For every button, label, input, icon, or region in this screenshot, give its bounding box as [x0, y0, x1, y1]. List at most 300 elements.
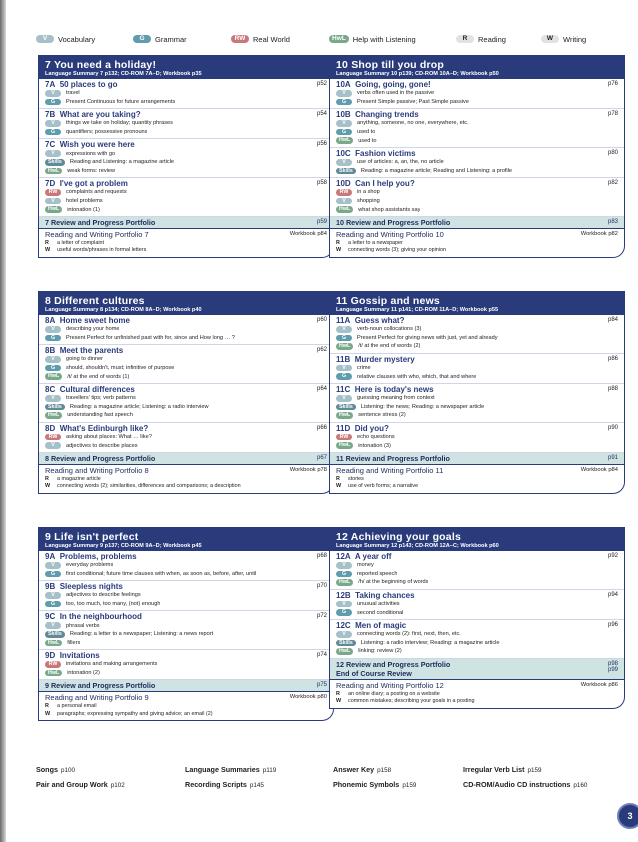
item-text: fillers — [67, 639, 81, 646]
unit-summary: Language Summary 11 p141; CD-ROM 11A–D; Workbook p55 — [336, 307, 499, 313]
footer-label: Language Summaries — [185, 765, 260, 774]
rw-title: Reading and Writing Portfolio 7 — [45, 229, 149, 239]
lesson-page: p52 — [316, 81, 327, 87]
lesson-item — [45, 188, 327, 197]
review-label: 10 Review and Progress Portfolio — [336, 217, 451, 227]
skill-badge: Skills — [45, 404, 65, 411]
legend-label: Reading — [478, 34, 506, 44]
unit-box — [38, 55, 334, 258]
item-text: adjectives to describe places — [66, 442, 138, 449]
lesson-9b — [39, 581, 333, 611]
item-text: intonation (1) — [67, 206, 100, 213]
lesson-title: Changing trends — [355, 110, 419, 120]
rw-letter: W — [336, 247, 342, 254]
item-text: anything, someone, no one, everywhere, etc. — [357, 120, 469, 127]
footer-page: p160 — [573, 782, 588, 789]
item-text: first conditional; future time clauses with when, as soon as, before, after, until — [66, 570, 257, 577]
rw-letter: R — [45, 703, 49, 710]
lesson-item — [45, 98, 327, 107]
item-text: verb-noun collocations (3) — [357, 326, 422, 333]
skill-badge: HwL — [336, 137, 353, 144]
footer-page: p119 — [262, 767, 277, 774]
item-text: asking about places: What … like? — [66, 434, 152, 441]
skill-badge: G — [336, 373, 352, 380]
rw-title: Reading and Writing Portfolio 8 — [45, 465, 149, 475]
lesson-item — [336, 570, 618, 579]
review-label: 8 Review and Progress Portfolio — [45, 453, 156, 463]
lesson-page: p84 — [607, 317, 618, 323]
lesson-item — [45, 411, 327, 420]
footer-link — [185, 765, 276, 774]
item-text: hotel problems — [66, 198, 103, 205]
lesson-7b — [39, 109, 333, 139]
unit-title: 12 Achieving your goals — [336, 531, 461, 543]
footer-label: Recording Scripts — [185, 780, 247, 789]
lesson-page: p96 — [607, 621, 618, 628]
lesson-title: Sleepless nights — [59, 582, 123, 592]
rw-letter: W — [45, 483, 51, 490]
unit-header — [330, 528, 624, 551]
skill-badge: V — [336, 120, 352, 127]
rw-portfolio — [39, 465, 333, 493]
skill-badge: V — [45, 90, 61, 97]
lesson-item — [336, 561, 618, 570]
legend-item-hwl — [329, 35, 416, 44]
lesson-item — [45, 167, 327, 176]
unit-title: 7 You need a holiday! — [45, 59, 157, 71]
lesson-code: 10A — [336, 80, 351, 89]
footer-label: Pair and Group Work — [36, 780, 108, 789]
skill-badge: V — [45, 198, 61, 205]
skill-badge: V — [336, 90, 352, 97]
item-text: shopping — [357, 198, 380, 205]
skill-badge: V — [336, 631, 352, 638]
lesson-code: 9A — [45, 552, 56, 561]
rw-line — [45, 702, 327, 710]
skill-badge: V — [45, 562, 61, 569]
lesson-item — [45, 630, 327, 639]
skill-badge: HwL — [45, 168, 62, 175]
footer-link — [185, 780, 264, 789]
lesson-code: 11B — [336, 354, 351, 364]
item-text: /t/ at the end of words (1) — [67, 373, 130, 380]
footer-label: Irregular Verb List — [463, 765, 525, 774]
lesson-title: Problems, problems — [59, 552, 137, 561]
legend-badge: R — [456, 35, 474, 43]
skill-badge: HwL — [336, 579, 353, 586]
skill-badge: V — [336, 326, 352, 333]
skill-badge: RW — [336, 189, 352, 196]
unit-header — [39, 292, 333, 315]
item-text: Present Continuous for future arrangements — [66, 98, 176, 105]
item-text: things we take on holiday; quantity phrases — [66, 120, 173, 127]
review-row — [330, 659, 624, 680]
footer-label: Phonemic Symbols — [333, 780, 400, 789]
rw-line — [336, 475, 618, 483]
item-text: everyday problems — [66, 562, 114, 569]
review-page: p98 — [607, 660, 618, 667]
rw-page: Workbook p84 — [580, 466, 618, 473]
review-label: 9 Review and Progress Portfolio — [45, 681, 156, 691]
item-text: Present Simple passive; Past Simple passive — [357, 98, 469, 105]
review-row — [39, 453, 333, 465]
unit-summary: Language Summary 7 p132; CD-ROM 7A–D; Workbook p35 — [45, 71, 202, 77]
lesson-page: p86 — [607, 355, 618, 362]
item-text: Reading: a magazine article; Listening: a radio interview — [69, 403, 209, 410]
footer-page: p100 — [60, 767, 75, 774]
lesson-code: 11C — [336, 384, 351, 394]
lesson-item — [45, 364, 327, 373]
review-label: 12 Review and Progress Portfolio — [336, 659, 451, 669]
item-text: linking: review (2) — [358, 648, 402, 655]
lesson-item — [45, 158, 327, 167]
lesson-code: 8C — [45, 384, 56, 394]
legend-label: Vocabulary — [58, 34, 96, 44]
lesson-title: Here is today's news — [354, 384, 434, 394]
lesson-title: 50 places to go — [59, 80, 118, 89]
lesson-page: p78 — [607, 111, 618, 118]
rw-page: Workbook p80 — [289, 694, 327, 701]
legend-badge: RW — [231, 35, 249, 43]
unit-summary: Language Summary 10 p139; CD-ROM 10A–D; Workbook p50 — [336, 71, 499, 77]
lesson-title: Did you? — [354, 423, 389, 433]
footer-page: p159 — [527, 767, 542, 774]
lesson-page: p88 — [607, 385, 618, 392]
skill-badge: HwL — [45, 640, 62, 647]
lesson-item — [45, 89, 327, 98]
skill-badge: V — [336, 395, 352, 402]
unit-header — [330, 292, 624, 315]
lesson-item — [45, 433, 327, 442]
item-text: verbs often used in the passive — [357, 90, 435, 97]
unit-box — [38, 527, 334, 721]
item-text: Present Perfect for giving news with just, yet and already — [357, 334, 498, 341]
lesson-7a — [39, 79, 333, 109]
item-text: /t/ at the end of words (2) — [358, 343, 421, 350]
review-page: p75 — [316, 682, 327, 689]
skill-badge: V — [45, 120, 61, 127]
legend-label: Grammar — [155, 34, 187, 44]
skill-badge: RW — [45, 434, 61, 441]
rw-page: Workbook p82 — [580, 230, 618, 237]
skill-badge: V — [45, 326, 61, 333]
lesson-page: p76 — [607, 81, 618, 87]
lesson-item — [336, 188, 618, 197]
review-page: p91 — [607, 454, 618, 461]
skill-badge: G — [336, 571, 352, 578]
lesson-item — [336, 608, 618, 617]
lesson-code: 10B — [336, 110, 351, 120]
rw-text: useful words/phrases in formal letters — [57, 247, 147, 254]
rw-letter: W — [45, 247, 51, 254]
lesson-12b — [330, 590, 624, 620]
lesson-7c — [39, 139, 333, 178]
lesson-title: What are you taking? — [59, 110, 141, 120]
review-row — [330, 453, 624, 465]
item-text: weak forms: review — [67, 167, 116, 174]
item-text: understanding fast speech — [67, 412, 133, 419]
skill-badge: Skills — [336, 168, 356, 175]
rw-letter: R — [336, 239, 340, 246]
skill-badge: V — [336, 601, 352, 608]
lesson-item — [45, 621, 327, 630]
rw-letter: R — [45, 239, 49, 246]
rw-text: a personal email — [57, 703, 97, 710]
skill-badge: G — [45, 335, 61, 342]
lesson-item — [45, 325, 327, 334]
item-text: intonation (2) — [67, 670, 100, 677]
item-text: invitations and making arrangements — [66, 661, 158, 668]
lesson-code: 12C — [336, 620, 351, 630]
lesson-11b — [330, 354, 624, 384]
lesson-title: Taking chances — [355, 590, 415, 600]
unit-box — [329, 55, 625, 258]
legend-badge: G — [133, 35, 151, 43]
skill-badge: G — [45, 99, 61, 106]
rw-portfolio — [330, 680, 624, 708]
skill-badge: V — [45, 442, 61, 449]
lesson-title: Cultural differences — [59, 384, 135, 394]
item-text: adjectives to describe feelings — [66, 592, 141, 599]
lesson-9a — [39, 551, 333, 581]
item-text: in a shop — [357, 189, 380, 196]
lesson-9c — [39, 611, 333, 650]
lesson-item — [336, 136, 618, 145]
footer-page: p158 — [377, 767, 392, 774]
item-text: expressions with go — [66, 150, 116, 157]
rw-text: a letter to a newspaper — [348, 239, 403, 246]
lesson-code: 9B — [45, 582, 56, 592]
lesson-title: Wish you were here — [59, 140, 135, 150]
review-page: p67 — [316, 454, 327, 461]
rw-text: connecting words (3); giving your opinion — [348, 247, 446, 254]
lesson-item — [336, 411, 618, 420]
lesson-11d — [330, 423, 624, 453]
lesson-title: In the neighbourhood — [59, 612, 142, 622]
rw-title: Reading and Writing Portfolio 9 — [45, 693, 149, 703]
item-text: should, shouldn't, must; infinitive of purpose — [66, 365, 175, 372]
review-page-2: p99 — [607, 666, 618, 673]
rw-line — [45, 482, 327, 490]
lesson-item — [336, 647, 618, 656]
skill-badge: RW — [336, 434, 352, 441]
lesson-item — [336, 630, 618, 639]
rw-line — [336, 697, 618, 705]
review-row — [39, 680, 333, 692]
footer-link — [463, 765, 542, 774]
lesson-page: p72 — [316, 613, 327, 620]
lesson-page: p80 — [607, 149, 618, 156]
rw-title: Reading and Writing Portfolio 12 — [336, 680, 444, 690]
lesson-page: p68 — [316, 553, 327, 559]
lesson-code: 12B — [336, 590, 351, 600]
legend-badge: W — [541, 35, 559, 43]
lesson-8c — [39, 384, 333, 423]
legend-item-g — [133, 35, 187, 44]
lesson-code: 12A — [336, 552, 351, 561]
lesson-title: A year off — [354, 552, 392, 561]
footer-label: CD-ROM/Audio CD instructions — [463, 780, 571, 789]
item-text: crime — [357, 365, 371, 372]
item-text: describing your home — [66, 326, 120, 333]
lesson-item — [336, 89, 618, 98]
skill-badge: Skills — [336, 404, 356, 411]
legend-label: Writing — [563, 34, 587, 44]
lesson-title: Murder mystery — [354, 354, 415, 364]
rw-text: a magazine article — [57, 475, 101, 482]
lesson-title: What's Edinburgh like? — [59, 423, 149, 433]
lesson-code: 7C — [45, 140, 56, 150]
footer-label: Songs — [36, 765, 58, 774]
lesson-item — [45, 639, 327, 648]
legend-badge: HwL — [329, 35, 349, 43]
unit-title: 10 Shop till you drop — [336, 59, 445, 71]
skill-badge: HwL — [336, 206, 353, 213]
lesson-item — [336, 639, 618, 648]
skill-badge: V — [336, 198, 352, 205]
rw-title: Reading and Writing Portfolio 11 — [336, 465, 444, 475]
footer-link — [463, 780, 587, 789]
lesson-item — [45, 128, 327, 137]
skill-badge: V — [45, 150, 61, 157]
item-text: going to dinner — [66, 356, 104, 363]
unit-summary: Language Summary 12 p143; CD-ROM 12A–C; Workbook p60 — [336, 543, 499, 549]
skill-badge: HwL — [45, 412, 62, 419]
item-text: quantifiers; possessive pronouns — [66, 129, 148, 136]
lesson-title: Going, going, gone! — [355, 80, 431, 89]
lesson-10c — [330, 148, 624, 178]
lesson-item — [336, 325, 618, 334]
lesson-item — [45, 355, 327, 364]
review-label: 7 Review and Progress Portfolio — [45, 217, 156, 227]
rw-page: Workbook p78 — [289, 466, 327, 473]
review-page: p59 — [316, 218, 327, 225]
lesson-code: 8B — [45, 346, 56, 356]
lesson-title: Can I help you? — [355, 179, 415, 189]
lesson-page: p90 — [607, 424, 618, 431]
item-text: /h/ at the beginning of words — [358, 579, 429, 586]
footer-page: p145 — [249, 782, 264, 789]
lesson-code: 7A — [45, 80, 56, 89]
lesson-item — [336, 600, 618, 609]
rw-line — [45, 710, 327, 718]
lesson-code: 9D — [45, 651, 56, 661]
skill-badge: RW — [45, 661, 61, 668]
footer-link — [333, 765, 391, 774]
footer-link — [333, 780, 416, 789]
lesson-page: p74 — [316, 652, 327, 659]
lesson-9d — [39, 650, 333, 680]
lesson-11a — [330, 315, 624, 354]
lesson-item — [45, 197, 327, 206]
item-text: travellers' tips; verb patterns — [66, 395, 136, 402]
lesson-page: p64 — [316, 385, 327, 392]
rw-letter: W — [336, 698, 342, 704]
skill-badge: V — [336, 365, 352, 372]
skill-badge: G — [45, 601, 61, 608]
lesson-10a — [330, 79, 624, 109]
lesson-item — [45, 669, 327, 678]
item-text: second conditional — [357, 609, 404, 616]
rw-page: Workbook p84 — [289, 230, 327, 237]
skill-badge: Skills — [45, 159, 65, 166]
unit-box — [38, 291, 334, 494]
rw-letter: W — [336, 483, 342, 490]
item-text: money — [357, 562, 374, 569]
skill-badge: G — [336, 99, 352, 106]
rw-text: stories — [348, 475, 364, 482]
unit-box — [329, 291, 625, 494]
rw-letter: R — [45, 475, 49, 482]
footer-page: p102 — [110, 782, 125, 789]
lesson-page: p82 — [607, 180, 618, 187]
rw-text: connecting words (2); similarities, differences and comparisons; a description — [57, 483, 241, 490]
lesson-title: Home sweet home — [59, 316, 130, 325]
item-text: what shop assistants say — [358, 206, 421, 213]
skill-badge: HwL — [336, 343, 353, 350]
skill-badge: G — [45, 129, 61, 136]
lesson-item — [45, 660, 327, 669]
unit-header — [39, 528, 333, 551]
item-text: used to — [357, 129, 376, 136]
unit-title: 8 Different cultures — [45, 295, 145, 307]
item-text: connecting words (2): first, next, then, etc. — [357, 631, 461, 638]
rw-text: an online diary; a posting on a website — [348, 690, 440, 697]
rw-letter: W — [45, 710, 51, 717]
rw-portfolio — [39, 692, 333, 720]
lesson-title: Fashion victims — [355, 148, 416, 158]
page-gutter-shadow — [0, 0, 6, 842]
skill-badge: V — [45, 356, 61, 363]
item-text: echo questions — [357, 434, 395, 441]
lesson-title: Meet the parents — [59, 346, 124, 356]
footer-link — [36, 765, 75, 774]
review-page: p83 — [607, 218, 618, 225]
item-text: Present Perfect for unfinished past with for, since and How long … ? — [66, 334, 235, 341]
lesson-code: 7B — [45, 110, 56, 120]
rw-line — [336, 239, 618, 247]
lesson-item — [45, 149, 327, 158]
skill-badge: HwL — [45, 206, 62, 213]
rw-page: Workbook p86 — [580, 681, 618, 688]
rw-line — [45, 475, 327, 483]
unit-title: 11 Gossip and news — [336, 295, 440, 307]
lesson-page: p56 — [316, 141, 327, 148]
lesson-item — [336, 197, 618, 206]
lesson-title: Invitations — [59, 651, 100, 661]
rw-portfolio — [39, 229, 333, 257]
skill-badge: G — [336, 609, 352, 616]
rw-line — [45, 239, 327, 247]
lesson-item — [336, 364, 618, 373]
lesson-item — [45, 119, 327, 128]
lesson-item — [336, 342, 618, 351]
lesson-item — [336, 334, 618, 343]
lesson-item — [336, 578, 618, 587]
lesson-12a — [330, 551, 624, 590]
unit-summary: Language Summary 8 p134; CD-ROM 8A–D; Workbook p40 — [45, 307, 202, 313]
rw-text: paragraphs; expressing sympathy and giving advice; an email (2) — [57, 710, 213, 717]
review-label: 11 Review and Progress Portfolio — [336, 453, 450, 463]
rw-letter: R — [336, 690, 340, 697]
lesson-code: 9C — [45, 612, 56, 622]
lesson-10d — [330, 178, 624, 217]
skill-badge: HwL — [336, 442, 353, 449]
skill-badge: HwL — [45, 373, 62, 380]
lesson-page: p94 — [607, 591, 618, 598]
lesson-item — [45, 591, 327, 600]
lesson-item — [336, 372, 618, 381]
